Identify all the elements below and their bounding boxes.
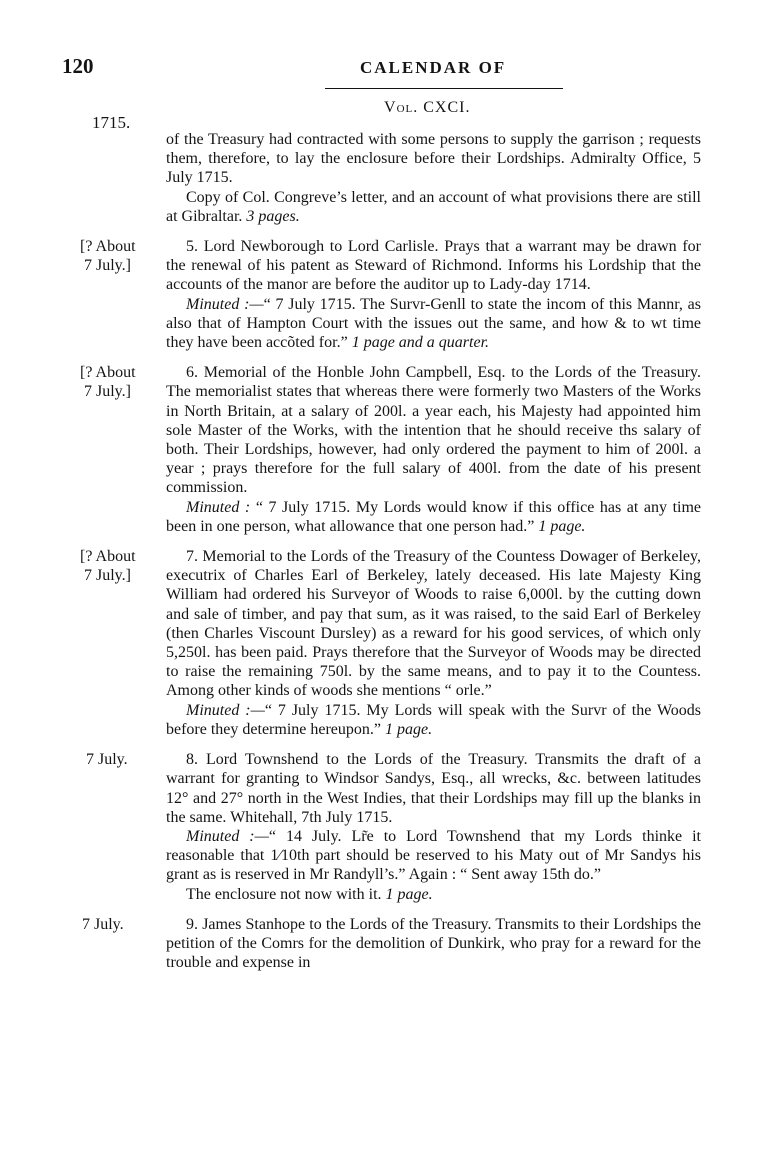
minute-text: “ 7 July 1715. The Survr-Genll to state the incom of this Mannr, as also that of Hampton Court with the issues out the same, and how & to wt time they have been accõted for.”: [166, 295, 702, 352]
entry-date: 7 July.: [82, 751, 128, 769]
paragraph-text: 8. Lord Townshend to the Lords of the Treasury. Transmits the draft of a warrant for granting to Windsor Sandys, Esq., all wrecks, &c. between latitudes 12° and 27° north in the West Indies, that their Lordships may fill up the blanks in the same. Whitehall, 7th July 1715.: [166, 751, 701, 826]
spacer: [166, 539, 701, 543]
header-rule: [325, 88, 563, 89]
entry-6: [0, 363, 768, 536]
paragraph-text: The enclosure not now with it.: [186, 885, 382, 903]
paragraph: [166, 188, 701, 226]
paragraph-text: 7. Memorial to the Lords of the Treasury of the Countess Dowager of Berkeley, executrix of Charles Earl of Berkeley, lately deceased. His late Majesty King William had ordered his Surveyor of Woods to raise 6,000l. by the cutting down and sale of timber, and pay that sum, as it was raised, to the said Earl of Berkeley (then Charles Viscount Dursley) as a reward for his good services, of which only 5,250l. has been paid. Prays therefore that the Surveyor of Woods may be directed to raise the remaining 750l. by the same means, and to pay it to the Countess. Among other kinds of woods she mentions “ orle.”: [166, 548, 701, 700]
page-count: 3 pages.: [246, 207, 300, 225]
minute-label: Minuted :—: [186, 701, 265, 719]
year-label: 1715.: [92, 113, 131, 132]
running-head: CALENDAR OF: [360, 58, 507, 77]
volume-prefix: V: [384, 99, 397, 116]
paragraph: [166, 547, 701, 701]
spacer: [166, 907, 701, 911]
entry-8: [0, 750, 768, 904]
page-count: 1 page.: [385, 720, 433, 738]
minute-text: “ 14 July. Lr̃e to Lord Townshend that my Lords thinke it reasonable that 1⁄10th part should be reserved to his Maty out of Mr Sandys his grant as is reserved in Mr Randyll’s.” Again : “ Sent away 15th do.”: [166, 827, 701, 884]
volume-rest: ol. CXCI.: [396, 99, 471, 116]
entry-text: [166, 237, 701, 352]
entry-text: [166, 750, 701, 904]
paragraph-text: Copy of Col. Congreve’s letter, and an account of what provisions there are still at Gibraltar.: [166, 188, 701, 225]
paragraph: [166, 915, 701, 973]
minute-label: Minuted :—: [186, 827, 269, 845]
entry-continued: [0, 130, 768, 226]
page-count: 1 page.: [385, 885, 433, 903]
minute: [166, 701, 701, 739]
entry-5: [0, 237, 768, 352]
paragraph-text: 9. James Stanhope to the Lords of the Treasury. Transmits to their Lordships the petition of the Comrs for the demolition of Dunkirk, who pray for a reward for the trouble and expense in: [166, 915, 701, 972]
paragraph: [166, 237, 701, 295]
spacer: [166, 742, 701, 746]
page-count: 1 page and a quarter.: [351, 334, 490, 352]
entry-date: [? About 7 July.]: [80, 364, 136, 401]
paragraph-text: 6. Memorial of the Honble John Campbell, Esq. to the Lords of the Treasury. The memorialist states that whereas there were formerly two Masters of the Works in North Britain, at a salary of 200l. a year each, his Majesty had appointed him sole Master of the Works, with the intention that he should receive ths salary of both. Their Lordships, however, had only ordered the payment to him of 200l. a year ; prays therefore for the full salary of 400l. from the date of his present commission.: [166, 364, 701, 497]
paragraph: [166, 885, 701, 904]
paragraph-text: of the Treasury had contracted with some persons to supply the garrison ; requests them, therefore, to lay the enclosure before their Lordships. Admiralty Office, 5 July 1715.: [166, 131, 701, 187]
entry-7: [0, 547, 768, 739]
paragraph: [166, 363, 701, 497]
entry-text: [166, 915, 701, 973]
minute-label: Minuted :: [186, 498, 251, 516]
paragraph: [166, 130, 701, 188]
minute: [166, 498, 701, 536]
minute-text: “ 7 July 1715. My Lords would know if this office has at any time been in one person, what allowance that one person had.”: [166, 498, 702, 535]
minute: [166, 827, 701, 885]
entries: [0, 130, 768, 972]
minute: [166, 295, 701, 353]
entry-date: 7 July.: [82, 915, 124, 933]
entry-text: [166, 130, 701, 226]
spacer: [166, 229, 701, 233]
minute-label: Minuted :—: [186, 295, 264, 313]
entry-date: [? About 7 July.]: [80, 548, 136, 585]
page-number: 120: [62, 54, 94, 78]
volume-label: [384, 99, 470, 117]
page-count: 1 page.: [538, 517, 586, 535]
entry-9: [0, 915, 768, 973]
paragraph: [166, 750, 701, 827]
minute-text: “ 7 July 1715. My Lords will speak with the Survr of the Woods before they determine hereupon.”: [166, 701, 702, 738]
spacer: [166, 355, 701, 359]
entry-date: [? About 7 July.]: [80, 238, 136, 275]
entry-text: [166, 363, 701, 536]
entry-text: [166, 547, 701, 739]
paragraph-text: 5. Lord Newborough to Lord Carlisle. Prays that a warrant may be drawn for the renewal of his patent as Steward of Richmond. Informs his Lordship that the accounts of the manor are before the auditor up to Lady-day 1714.: [166, 238, 701, 294]
